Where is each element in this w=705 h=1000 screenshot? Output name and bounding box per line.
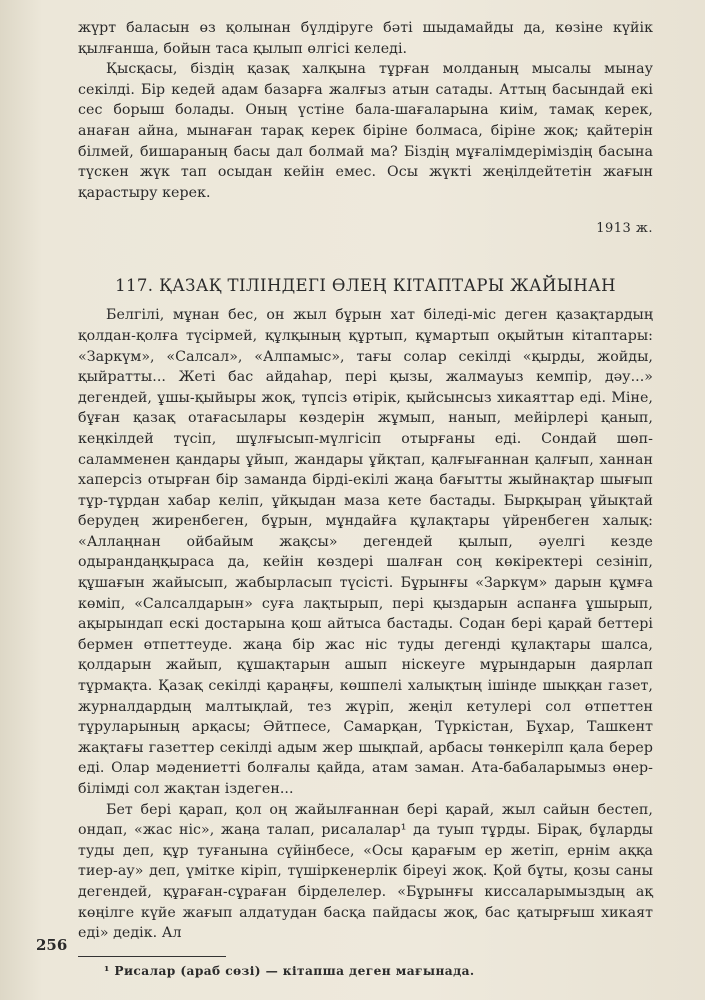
footnote-divider xyxy=(78,956,226,957)
section-title: 117. ҚАЗАҚ ТІЛІНДЕГІ ӨЛЕҢ КІТАПТАРЫ ЖАЙЫНАН xyxy=(115,276,616,296)
footnote: ¹ Рисалар (араб сөзі) — кітапша деген мағынада. xyxy=(104,963,475,978)
paragraph: Бет бері қарап, қол оң жайылғаннан бері қарай, жыл сайын бестеп, ондап, «жас ніс», жаңа талап, рисалалар¹ да туып тұрды. Бірақ, бұларды туды деп, құр туғанына сүйінбесе, «Осы қарағым ер жетіп, ернім аққа тиер-ау» деп, үмітке кіріп, түшіркенерлік біреуі жоқ. Қой бұты, қозы саны дегендей, құраған-сұраған бірделелер. «Бұрынғы киссаларымыздың ақ көңілге күйе жағып алдатудан басқа пайдасы жоқ, бас қатырғыш хикаят еді» дедік. Ал xyxy=(78,801,653,942)
paragraph-continuation: жүрт баласын өз қолынан бүлдіруге бәті шыдамайды да, көзіне күйік қылғанша, бойын таса қылып өлгісі келеді. xyxy=(78,20,653,57)
page-number: 256 xyxy=(36,936,68,954)
date-line: 1913 ж. xyxy=(596,221,653,237)
paragraph: Белгілі, мұнан бес, он жыл бұрын хат біледі-міс деген қазақтардың қолдан-қолға түсірмей, құлқының құртып, құмартып оқыйтын кітаптары: «Заркүм», «Салсал», «Алпамыс», тағы солар секілді «қырды, жойды, қыйратты... Жеті бас айдаһар, пері қызы, жалмауыз кемпір, дәу...» дегендей, ұшы-қыйыры жоқ, түпсіз өтірік, қыйсынсыз хикаяттар еді. Міне, бұған қазақ отағасылары көздерін жұмып, нанып, мейірлері қанып, кеңкілдей түсіп, шұлғысып-мүлгісіп отырғаны еді. Сондай шөп-саламменен қандары ұйып, жандары ұйқтап, қалғығаннан қалғып, ханнан хаперсіз отырған бір заманда бірді-екілі жаңа бағытты жыйнақтар шығып тұр-тұрдан хабар келіп, ұйқыдан маза кете бастады. Бырқыраң ұйықтай берудең жиренбеген, бұрын, мұндайға құлақтары үйренбеген халық: «Аллаңнан ойбайым жақсы» дегендей қылып, әуелгі кезде одырандаңқыраса да, кейін көздері шалған соң көкіректері сезініп, құшағын жайысып, жабырласып түсісті. Бұрынғы «Заркүм» дарын құмға көміп, «Салсалдарын» суға лақтырып, пері қыздарын аспанға ұшырып, ақырындап ескі достарына қош айтыса бастады. Содан бері қарай беттері бермен өтпеттеуде. жаңа бір жас ніс туды дегенді құлақтары шалса, қолдарын жайып, құшақтарын ашып ніскеуге мұрындарын даярлап тұрмақта. Қазақ секілді қараңғы, көшпелі халықтың ішінде шыққан газет, журналдардың малтықлай, тез жүріп, жеңіл кетулері сол өтпеттен тұруларының арқасы; Әйтпесе, Самарқан, Түркістан, Бұхар, Ташкент жақтағы газеттер секілді адым жер шықпай, арбасы төнкерілп қала берер еді. Олар мәдениетті болғалы қайда, атам заман. Ата-бабаларымыз өнер-білімді сол жақтан іздеген... xyxy=(78,307,653,797)
paragraph: Қысқасы, біздің қазақ халқына тұрған молданың мысалы мынау секілді. Бір кедей адам базарға жалғыз атын сатады. Аттың басындай екі сес борыш болады. Оның үстіне бала-шағаларына киім, тамақ керек, анаған айна, мынаған тарақ керек біріне болмаса, біріне жоқ; қайтерін білмей, бишараның басы дал болмай ма? Біздің мұғалімдеріміздің басына түскен жүк тап осыдан кейін емес. Осы жүкті жеңілдейтетін жағын қарастыру керек. xyxy=(78,61,653,201)
